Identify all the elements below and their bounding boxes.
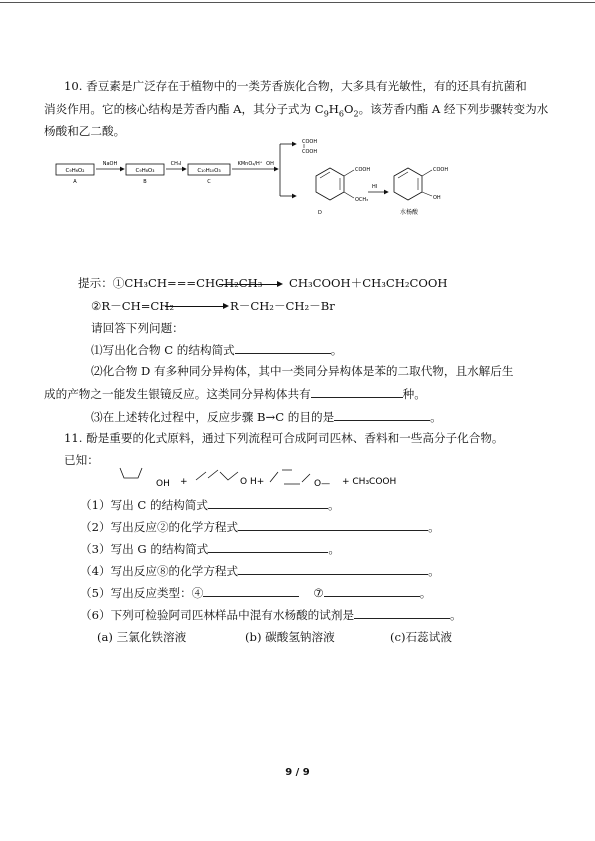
known-equation bbox=[116, 464, 416, 492]
hint-1-reactant: 提示：①CH₃CH===CHCH₂CH₃ bbox=[78, 276, 263, 290]
q10-sub-2a: ⑵化合物 D 有多种同分异构体，其中一类同分异构体是苯的二取代物，且水解后生 bbox=[91, 364, 514, 378]
q11-option-a: (a) 三氯化铁溶液 bbox=[97, 630, 187, 644]
q11-option-b: (b) 碳酸氢钠溶液 bbox=[245, 630, 335, 644]
hint-2-arrow bbox=[165, 306, 227, 307]
oxalic-cooh-2: COOH bbox=[302, 149, 318, 155]
reagent-naoh: NaOH bbox=[102, 161, 118, 167]
q10-prompt: 请回答下列问题： bbox=[91, 321, 184, 335]
answer-blank-q11-5a[interactable] bbox=[203, 585, 299, 597]
eq-tail: + CH₃COOH bbox=[342, 477, 397, 487]
eq-o: O— bbox=[314, 479, 331, 489]
q11-item-1: （1）写出 C 的结构简式 。 bbox=[80, 498, 340, 512]
anhydride-sketch bbox=[196, 470, 238, 480]
compound-label-b: B bbox=[143, 179, 147, 185]
q11-item-6: （6）下列可检验阿司匹林样品中混有水杨酸的试剂是 。 bbox=[80, 608, 462, 622]
q10-sub-3: ⑶在上述转化过程中，反应步骤 B→C 的目的是 。 bbox=[91, 410, 442, 424]
eq-oh: OH bbox=[156, 479, 170, 489]
answer-blank-q11-4[interactable] bbox=[238, 563, 428, 575]
product-sketch bbox=[270, 470, 310, 484]
q11-item-4: （4）写出反应⑧的化学方程式 。 bbox=[80, 564, 440, 578]
salicylic-bond-cooh bbox=[422, 170, 432, 176]
q11-item-2: （2）写出反应②的化学方程式 。 bbox=[80, 520, 440, 534]
answer-blank-q11-2[interactable] bbox=[238, 519, 428, 531]
answer-blank-c-structure[interactable] bbox=[235, 342, 331, 354]
hint-1-arrow bbox=[219, 284, 281, 285]
q11-line-1: 11. 酚是重要的化式原料，通过下列流程可合成阿司匹林、香料和一些高分子化合物。 bbox=[64, 431, 504, 445]
compound-d-och3: OCH₃ bbox=[355, 197, 369, 203]
compound-d-cooh: COOH bbox=[355, 167, 371, 173]
eq-plus-1: + bbox=[180, 477, 188, 487]
page-top-rule bbox=[0, 2, 595, 3]
phenol-sketch bbox=[120, 468, 142, 478]
salicylic-label: 水杨酸 bbox=[400, 209, 419, 216]
compound-formula-b: C₉H₈O₃ bbox=[135, 168, 155, 174]
hint-2-reactant: ②R－CH=CH₂ bbox=[91, 299, 175, 313]
q10-line-3: 杨酸和乙二酸。 bbox=[44, 124, 126, 138]
answer-blank-step-purpose[interactable] bbox=[334, 409, 430, 421]
compound-label-d: D bbox=[318, 210, 322, 216]
compound-d-bond-cooh bbox=[344, 170, 354, 176]
salicylic-cooh: COOH bbox=[433, 167, 449, 173]
compound-formula-c: C₁₀H₁₀O₃ bbox=[197, 168, 221, 174]
reagent-ch3i: CH₃I bbox=[170, 161, 182, 167]
reaction-scheme bbox=[50, 138, 480, 230]
reagent-hi: HI bbox=[372, 184, 378, 190]
compound-formula-a: C₉H₆O₂ bbox=[65, 168, 85, 174]
q11-item-3: （3）写出 G 的结构简式 。 bbox=[80, 542, 340, 556]
salicylic-bond-oh bbox=[422, 192, 432, 196]
answer-blank-isomer-count[interactable] bbox=[311, 386, 403, 398]
oxalic-cooh-1: COOH bbox=[302, 139, 318, 145]
compound-label-a: A bbox=[73, 179, 77, 185]
q11-option-c: (c)石蕊试液 bbox=[390, 630, 452, 644]
reagent-oh: OH bbox=[266, 161, 274, 167]
eq-hplus: O H+ bbox=[240, 477, 265, 487]
answer-blank-q11-6[interactable] bbox=[354, 607, 450, 619]
compound-label-c: C bbox=[207, 179, 211, 185]
hint-1-product: CH₃COOH＋CH₃CH₂COOH bbox=[289, 276, 448, 290]
answer-blank-q11-1[interactable] bbox=[208, 497, 328, 509]
compound-d-bond-och3 bbox=[344, 192, 354, 198]
reagent-kmno4: KMnO₄/H⁺ bbox=[237, 161, 263, 167]
q11-item-5: （5）写出反应类型：④ ⑦ 。 bbox=[80, 586, 432, 600]
hint-2-product: R－CH₂－CH₂－Br bbox=[230, 299, 335, 313]
q11-known: 已知： bbox=[64, 453, 99, 467]
salicylic-oh: OH bbox=[433, 195, 441, 201]
page-number: 9 / 9 bbox=[285, 767, 310, 778]
q10-line-1: 10. 香豆素是广泛存在于植物中的一类芳香族化合物，大多具有光敏性，有的还具有抗菌和 bbox=[64, 79, 527, 93]
answer-blank-q11-3[interactable] bbox=[208, 541, 328, 553]
q10-sub-1: ⑴写出化合物 C 的结构简式 。 bbox=[91, 343, 343, 357]
q10-line-2: 消炎作用。它的核心结构是芳香内酯 A，其分子式为 $C_9H_6O_2$。该芳香内酯 A 经下列步骤转变为水 bbox=[44, 102, 549, 119]
answer-blank-q11-5b[interactable] bbox=[324, 585, 420, 597]
q10-sub-2b: 成的产物之一能发生银镜反应。这类同分异构体共有 种。 bbox=[44, 387, 426, 401]
